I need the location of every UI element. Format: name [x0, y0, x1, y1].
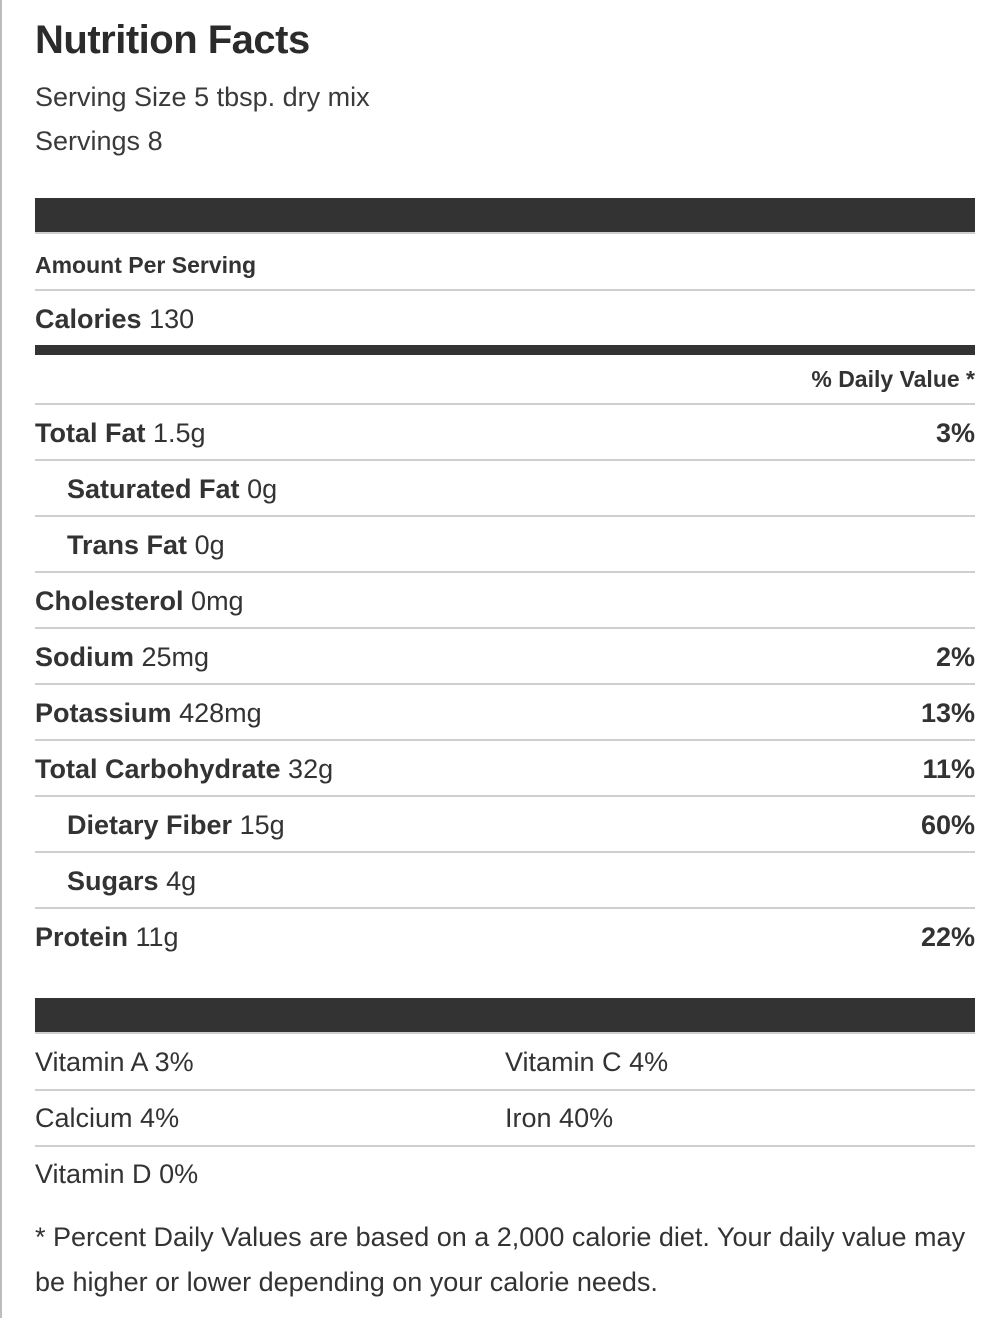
- nutrient-dv: 2%: [935, 641, 975, 672]
- label-title: Nutrition Facts: [35, 18, 310, 62]
- serving-size: [35, 82, 975, 113]
- servings-label: Servings: [35, 126, 141, 156]
- nutrient-label: Sugars: [67, 865, 159, 896]
- nutrient-row: [35, 461, 975, 517]
- nutrient-row: [35, 685, 975, 741]
- vitamin-value: 0%: [159, 1159, 199, 1189]
- nutrient-label: Dietary Fiber: [67, 809, 233, 840]
- footnote: * Percent Daily Values are based on a 2,000 calorie diet. Your daily value may be higher or lower depending on your calorie needs.: [35, 1222, 966, 1297]
- vitamin-name: Vitamin C: [505, 1047, 622, 1077]
- daily-value-header: % Daily Value *: [811, 365, 975, 392]
- divider: [35, 1089, 975, 1091]
- daily-value-header-row: [35, 351, 975, 407]
- vitamin-item: [505, 1047, 668, 1078]
- nutrient-amount: 25mg: [141, 641, 210, 672]
- nutrient-label: Sodium: [35, 641, 134, 672]
- nutrient-amount: 32g: [288, 753, 334, 784]
- nutrient-name: [35, 922, 179, 953]
- nutrient-name: [35, 530, 225, 561]
- left-border: [0, 0, 2, 1318]
- serving-size-value: 5 tbsp. dry mix: [194, 82, 370, 112]
- calories: [35, 304, 194, 335]
- nutrient-row: [35, 629, 975, 685]
- nutrient-row: [35, 909, 975, 965]
- nutrient-label: Total Carbohydrate: [35, 753, 281, 784]
- vitamin-item: [35, 1103, 179, 1134]
- vitamin-value: 40%: [559, 1103, 614, 1133]
- nutrient-name: [35, 418, 206, 449]
- nutrient-amount: 11g: [135, 921, 179, 952]
- calories-row: [35, 291, 975, 347]
- nutrient-label: Potassium: [35, 697, 172, 728]
- vitamin-item: [505, 1103, 613, 1134]
- nutrient-dv: 3%: [935, 417, 975, 448]
- amount-per-serving-row: [35, 237, 975, 293]
- vitamin-item: [35, 1159, 198, 1190]
- nutrient-name: [35, 642, 209, 673]
- nutrient-amount: 4g: [166, 865, 197, 896]
- nutrient-dv: 60%: [920, 809, 975, 840]
- nutrient-amount: 15g: [239, 809, 285, 840]
- divider: [35, 232, 975, 234]
- nutrient-name: [35, 474, 277, 505]
- nutrient-label: Protein: [35, 921, 129, 952]
- nutrient-row: [35, 741, 975, 797]
- nutrient-amount: 0mg: [191, 585, 244, 616]
- divider: [35, 1145, 975, 1147]
- servings-value: 8: [147, 126, 163, 156]
- vitamin-value: 4%: [629, 1047, 669, 1077]
- nutrient-name: [35, 698, 262, 729]
- nutrient-dv: 22%: [920, 921, 975, 952]
- nutrient-amount: 0g: [194, 529, 225, 560]
- nutrient-label: Total Fat: [35, 417, 146, 448]
- calories-value: 130: [149, 303, 195, 334]
- servings: [35, 126, 975, 157]
- nutrient-row: [35, 573, 975, 629]
- nutrient-amount: 428mg: [179, 697, 262, 728]
- calories-label: Calories: [35, 303, 142, 334]
- thick-divider-bottom: [35, 998, 975, 1032]
- nutrient-row: [35, 797, 975, 853]
- nutrient-dv: 11%: [922, 753, 975, 784]
- nutrient-name: [35, 810, 285, 841]
- vitamin-name: Vitamin D: [35, 1159, 152, 1189]
- nutrient-name: [35, 586, 244, 617]
- divider: [35, 1032, 975, 1034]
- amount-per-serving: Amount Per Serving: [35, 251, 257, 278]
- nutrient-amount: 1.5g: [153, 417, 206, 448]
- vitamin-name: Calcium: [35, 1103, 133, 1133]
- nutrient-label: Saturated Fat: [67, 473, 240, 504]
- nutrient-name: [35, 754, 333, 785]
- vitamin-value: 3%: [154, 1047, 194, 1077]
- nutrient-row: [35, 405, 975, 461]
- nutrient-label: Trans Fat: [67, 529, 188, 560]
- nutrient-row: [35, 853, 975, 909]
- nutrient-dv: 13%: [920, 697, 975, 728]
- nutrient-amount: 0g: [247, 473, 278, 504]
- nutrient-row: [35, 517, 975, 573]
- nutrient-label: Cholesterol: [35, 585, 184, 616]
- nutrient-name: [35, 866, 196, 897]
- vitamin-name: Vitamin A: [35, 1047, 148, 1077]
- vitamin-item: [35, 1047, 194, 1078]
- thick-divider-top: [35, 198, 975, 232]
- vitamin-name: Iron: [505, 1103, 552, 1133]
- vitamin-value: 4%: [140, 1103, 180, 1133]
- serving-size-label: Serving Size: [35, 82, 187, 112]
